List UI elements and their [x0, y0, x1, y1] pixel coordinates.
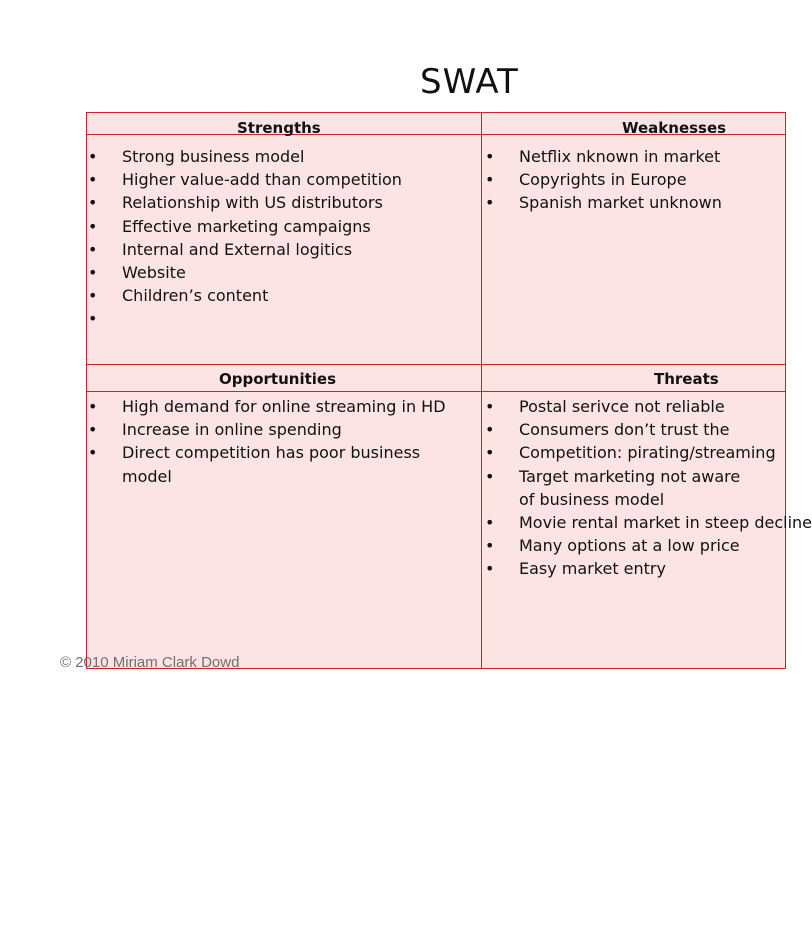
strengths-heading: Strengths [237, 119, 321, 137]
list-item: • Internal and External logitics [88, 239, 353, 259]
threats-heading: Threats [654, 370, 719, 388]
list-item: • Easy market entry [485, 559, 666, 579]
list-item: • [88, 309, 98, 329]
list-item: • Strong business model [88, 147, 305, 166]
opportunities-list [88, 395, 446, 488]
list-item: • Higher value-add than competition [88, 170, 402, 190]
weaknesses-heading: Weaknesses [622, 119, 727, 137]
second-header-divider [86, 391, 786, 392]
list-item: • Movie rental market in steep decline [485, 513, 812, 533]
list-item: • Competition: pirating/streaming [485, 443, 776, 463]
list-item: • Target marketing not aware [485, 466, 741, 486]
copyright-notice: © 2010 Miriam Clark Dowd [60, 654, 240, 671]
threats-list [485, 395, 812, 581]
list-item: • Effective marketing campaigns [88, 216, 371, 236]
page-title: SWAT [420, 62, 519, 102]
list-item: • Direct competition has poor business [88, 443, 421, 463]
list-item: • Netflix nknown in market [485, 147, 721, 166]
list-item: • Spanish market unknown [485, 193, 722, 213]
list-item-continuation: model [122, 466, 172, 486]
list-item: • Increase in online spending [88, 420, 342, 440]
list-item: • Consumers don’t trust the [485, 420, 730, 440]
list-item: • Website [88, 263, 186, 283]
list-item-continuation: of business model [519, 489, 665, 509]
list-item: • Relationship with US distributors [88, 193, 383, 213]
list-item: • High demand for online streaming in HD [88, 397, 446, 416]
middle-row-divider [86, 364, 786, 365]
list-item: • Children’s content [88, 286, 269, 306]
opportunities-heading: Opportunities [219, 370, 337, 388]
strengths-list [88, 145, 402, 331]
list-item: • Many options at a low price [485, 536, 740, 556]
weaknesses-list [485, 145, 722, 215]
list-item: • Postal serivce not reliable [485, 397, 725, 416]
list-item: • Copyrights in Europe [485, 170, 687, 190]
